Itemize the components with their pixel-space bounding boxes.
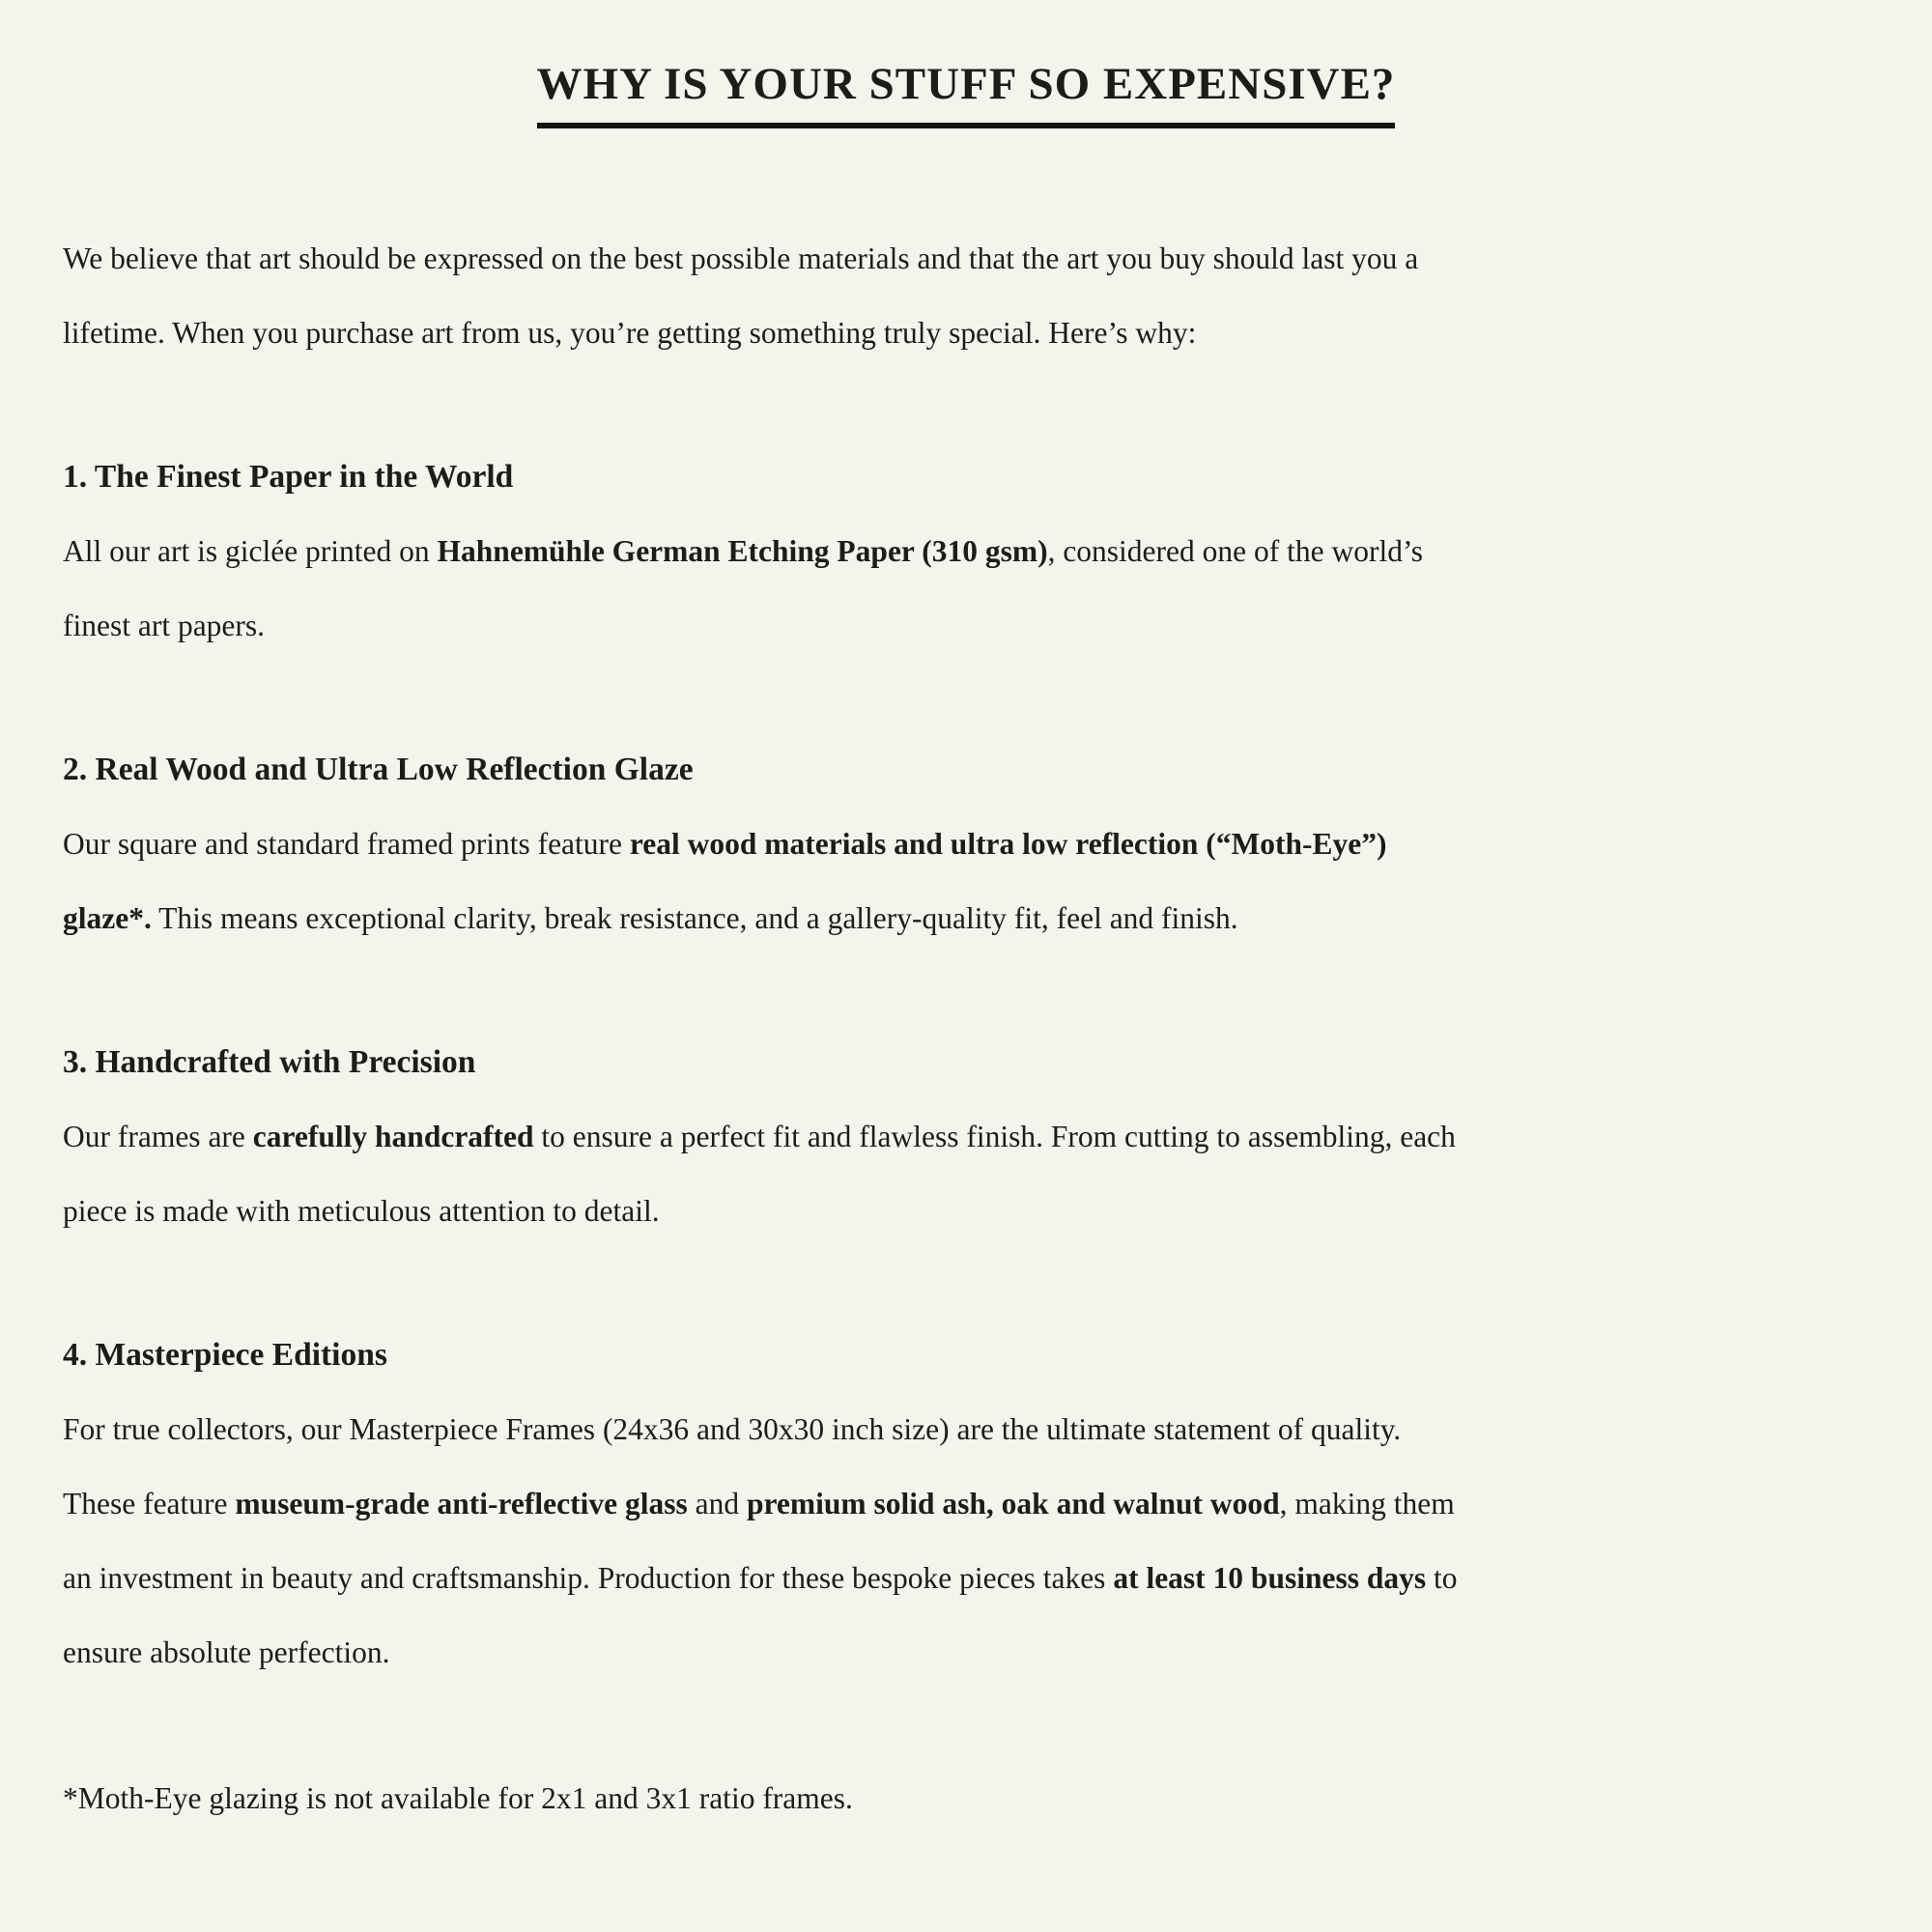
section-heading-real-wood-glaze: 2. Real Wood and Ultra Low Reflection Glaze (63, 751, 694, 787)
page-title-text: WHY IS YOUR STUFF SO EXPENSIVE? (537, 56, 1396, 128)
page-title (63, 56, 1869, 128)
section-body-masterpiece-editions: For true collectors, our Masterpiece Frames (24x36 and 30x30 inch size) are the ultimate statement of quality. These feature museum-grade anti-reflective glass and premium solid ash, oak and walnut wood, making them an investment in beauty and craftsmanship. Production for these bespoke pieces takes at least 10 business days to ensure absolute perfection. (63, 1411, 1458, 1669)
section-heading-finest-paper: 1. The Finest Paper in the World (63, 458, 514, 495)
content-column (63, 221, 1463, 1835)
section-body-handcrafted: Our frames are carefully handcrafted to ensure a perfect fit and flawless finish. From cutting to assembling, each piece is made with meticulous attention to detail. (63, 1119, 1456, 1228)
section-body-real-wood-glaze: Our square and standard framed prints feature real wood materials and ultra low reflection (“Moth-Eye”) glaze*. This means exceptional clarity, break resistance, and a gallery-quality fit, feel and finish. (63, 826, 1387, 935)
section-handcrafted (63, 1025, 1463, 1248)
section-finest-paper (63, 440, 1463, 663)
section-body-finest-paper: All our art is giclée printed on Hahnemühle German Etching Paper (310 gsm), considered one of the world’s finest art papers. (63, 533, 1423, 642)
section-real-wood-glaze (63, 732, 1463, 955)
section-masterpiece-editions (63, 1318, 1463, 1690)
section-heading-masterpiece-editions: 4. Masterpiece Editions (63, 1336, 387, 1373)
footnote-moth-eye: *Moth-Eye glazing is not available for 2x1 and 3x1 ratio frames. (63, 1780, 853, 1815)
section-heading-handcrafted: 3. Handcrafted with Precision (63, 1043, 476, 1080)
intro-paragraph: We believe that art should be expressed on the best possible materials and that the art you buy should last you a lifetime. When you purchase art from us, you’re getting something truly special. Here’s why: (63, 241, 1419, 350)
